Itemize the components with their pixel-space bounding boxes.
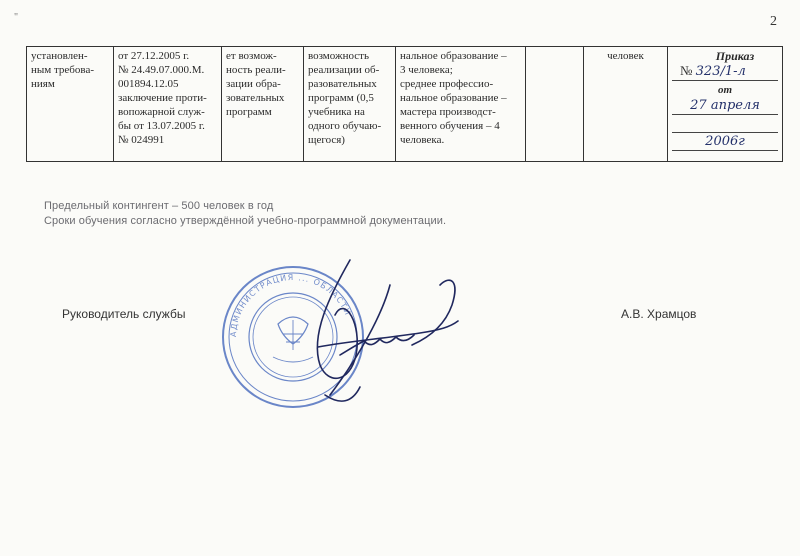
head-of-service-label: Руководитель службы [62,307,186,321]
cell-unit: человек [584,47,668,162]
handwritten-signature [290,255,480,415]
cell-programs: возможность реализации об- разовательных программ (0,5 учебника на одного обучаю- щегося) [304,47,396,162]
contingent-note: Предельный контингент – 500 человек в год [44,200,274,212]
order-year-handwritten: 2006г [705,134,745,149]
order-number-prefix: № [680,63,693,78]
order-year-line [672,134,778,151]
signatory-name: А.В. Храмцов [621,307,697,321]
table-row [27,47,783,162]
stamp-ring-text: АДМИНИСТРАЦИЯ ... ОБЛАСТИ [228,272,353,338]
training-terms-note: Сроки обучения согласно утверждённой учебно-программной документации. [44,215,447,227]
order-date-line [672,98,778,115]
document-table [26,46,783,162]
page-number: 2 [770,14,777,29]
order-number-line [672,64,778,81]
cell-possibility: ет возмож- ность реали- зации обра- зовательных программ [222,47,304,162]
order-date-handwritten: 27 апреля [690,98,760,113]
cell-staff: нальное образование – 3 человека; среднее профессио- нальное образование – мастера производст- венного обучения – 4 человека. [396,47,526,162]
cell-order [668,47,783,162]
order-title: Приказ [715,49,755,63]
order-from-label: от [717,84,733,96]
cell-requirements: установлен- ным требова- ниям [27,47,114,162]
order-blank-line [672,116,778,133]
order-number-handwritten: 323/1-л [695,64,746,79]
corner-mark: " [14,12,19,23]
cell-empty [526,47,584,162]
cell-conclusions: от 27.12.2005 г. № 24.49.07.000.М. 001894.12.05 заключение проти- вопожарной служ- бы от 13.07.2005 г. № 024991 [114,47,222,162]
